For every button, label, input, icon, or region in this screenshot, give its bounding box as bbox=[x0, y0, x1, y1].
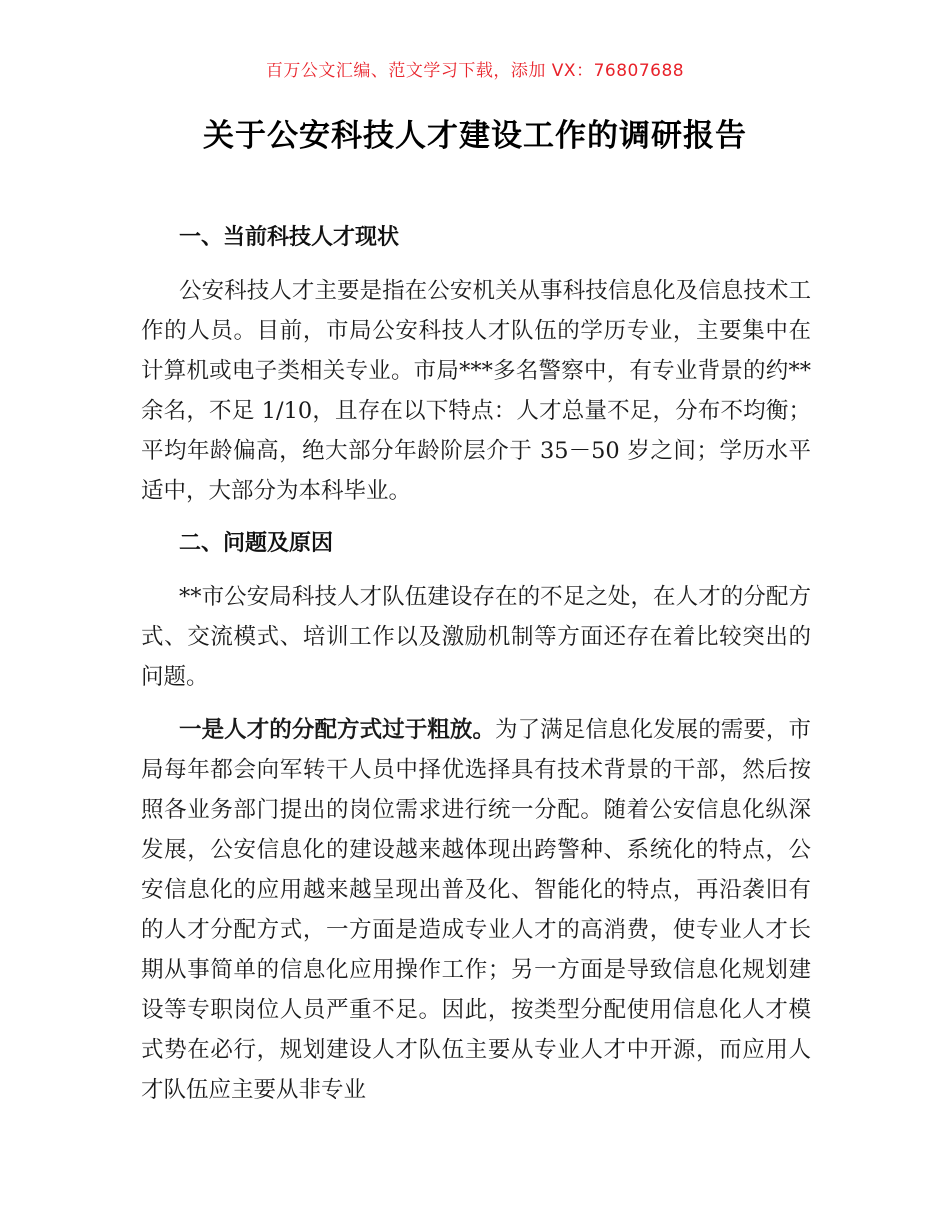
point-one-text: 为了满足信息化发展的需要，市局每年都会向军转干人员中择优选择具有技术背景的干部，然后按照各业务部门提出的岗位需求进行统一分配。随着公安信息化纵深发展，公安信息化的建设越来越体现出跨警种、系统化的特点，公安信息化的应用越来越呈现出普及化、智能化的特点，再沿袭旧有的人才分配方式，一方面是造成专业人才的高消费，使专业人才长期从事简单的信息化应用操作工作；另一方面是导致信息化规划建设等专职岗位人员严重不足。因此，按类型分配使用信息化人才模式势在必行，规划建设人才队伍主要从专业人才中开源，而应用人才队伍应主要从非专业 bbox=[141, 717, 811, 1103]
watermark-banner: 百万公文汇编、范文学习下载，添加 VX：76807688 bbox=[265, 61, 685, 81]
paragraph-problems-intro: **市公安局科技人才队伍建设存在的不足之处，在人才的分配方式、交流模式、培训工作以及激励机制等方面还存在着比较突出的问题。 bbox=[141, 584, 811, 690]
section-heading-problems: 二、问题及原因 bbox=[179, 531, 334, 556]
paragraph-current-status: 公安科技人才主要是指在公安机关从事科技信息化及信息技术工作的人员。目前，市局公安科技人才队伍的学历专业，主要集中在计算机或电子类相关专业。市局***多名警察中，有专业背景的约**余名，不足 1/10，且存在以下特点：人才总量不足，分布不均衡；平均年龄偏高，绝大部分年龄阶层介于 35－50 岁之间；学历水平适中，大部分为本科毕业。 bbox=[141, 278, 811, 504]
point-one-lead: 一是人才的分配方式过于粗放。 bbox=[179, 717, 496, 743]
paragraph-point-one bbox=[141, 710, 811, 1110]
section-heading-current-status: 一、当前科技人才现状 bbox=[179, 225, 400, 250]
document-title: 关于公安科技人才建设工作的调研报告 bbox=[203, 118, 747, 154]
document-body bbox=[141, 218, 811, 1123]
